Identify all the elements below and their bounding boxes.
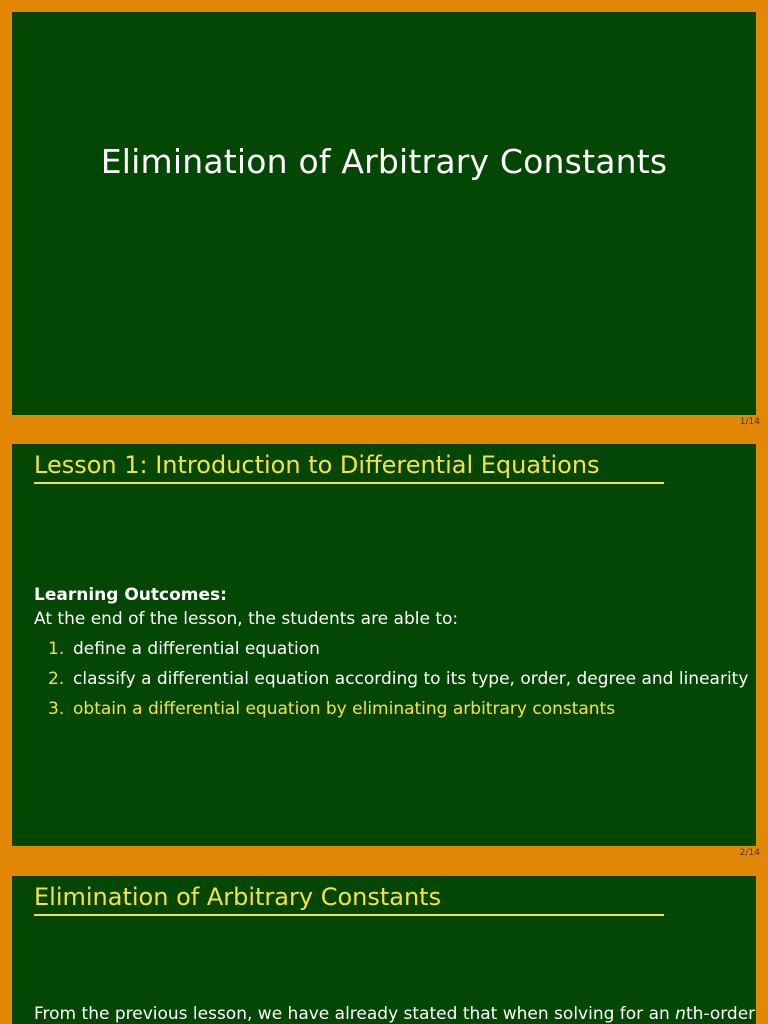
frame-title: Lesson 1: Introduction to Differential Equations	[34, 451, 600, 479]
outcome-number: 1.	[48, 639, 65, 659]
outcomes-intro: At the end of the lesson, the students are able to:	[34, 609, 459, 629]
outcome-number: 3.	[48, 699, 65, 719]
outcome-text: obtain a differential equation by eliminating arbitrary constants	[73, 699, 616, 719]
lesson-slide	[12, 444, 756, 846]
outcome-item	[48, 638, 748, 668]
outcomes-heading: Learning Outcomes:	[34, 585, 227, 605]
slide-page-number: 2/14	[739, 848, 760, 858]
outcome-text: define a differential equation	[73, 639, 320, 659]
frame-title: Elimination of Arbitrary Constants	[34, 883, 442, 911]
content-slide	[12, 876, 756, 1024]
outcome-text: classify a differential equation according to its type, order, degree and linearity	[73, 669, 749, 689]
body-text-end: th-order	[685, 1004, 756, 1024]
outcome-item	[48, 668, 748, 698]
title-underline	[34, 914, 664, 916]
body-paragraph	[34, 1004, 755, 1024]
outcomes-list	[48, 638, 748, 728]
outcome-item-current	[48, 698, 748, 728]
outcome-number: 2.	[48, 669, 65, 689]
slide-page-number: 1/14	[739, 417, 760, 427]
body-text-start: From the previous lesson, we have already stated that when solving for an	[34, 1004, 676, 1024]
slide-title: Elimination of Arbitrary Constants	[100, 142, 668, 181]
title-underline	[34, 482, 664, 484]
title-slide	[12, 12, 756, 415]
body-text-variable: n	[675, 1004, 686, 1024]
